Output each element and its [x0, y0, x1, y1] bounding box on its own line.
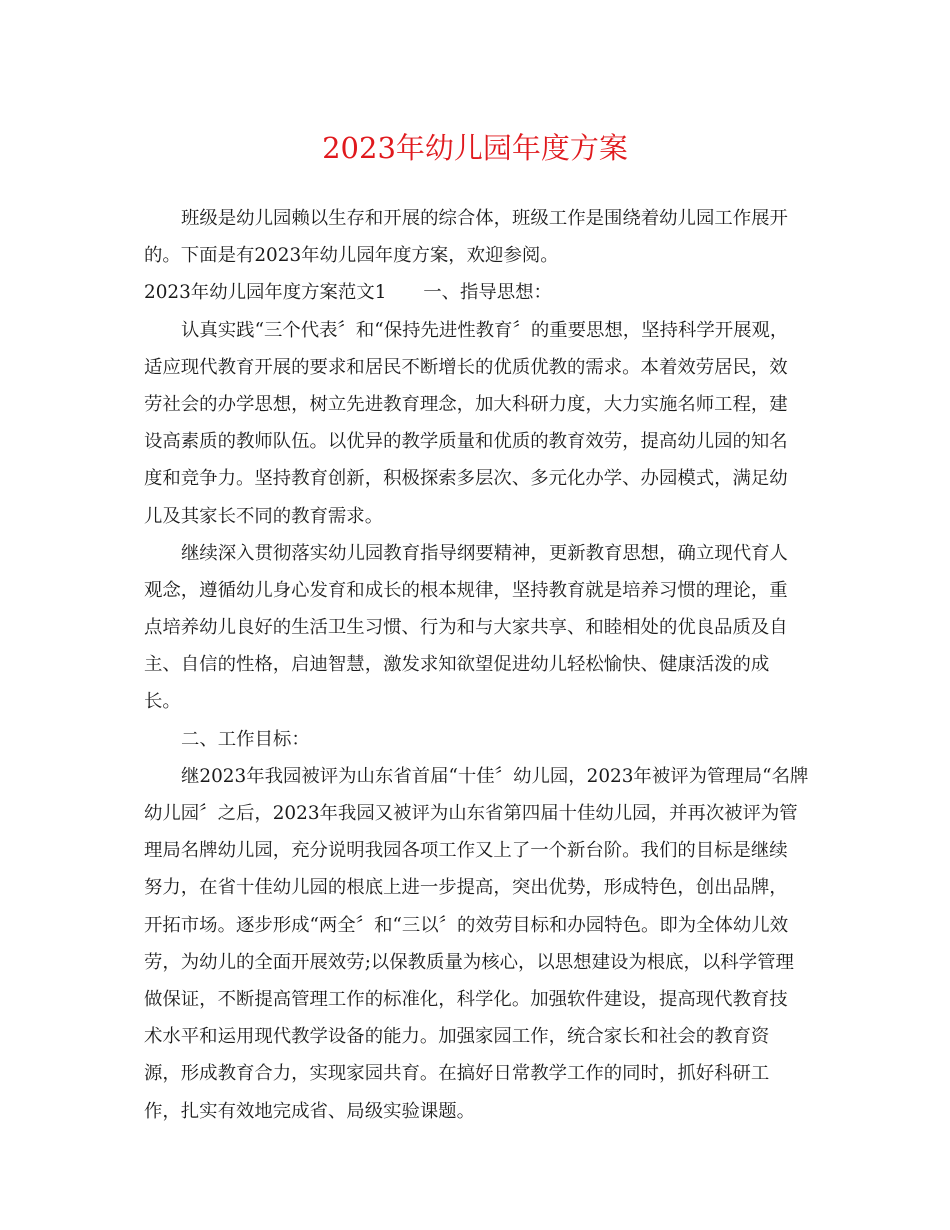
paragraph-line: 术水平和运用现代教学设备的能力。加强家园工作，统合家长和社会的教育资: [144, 1026, 770, 1048]
paragraph-line: 劳，为幼儿的全面开展效劳;以保教质量为核心，以思想建设为根底，以科学管理: [144, 951, 794, 973]
paragraph-line: 主、自信的性格，启迪智慧，激发求知欲望促进幼儿轻松愉快、健康活泼的成: [144, 654, 770, 676]
section-heading-line: 2023年幼儿园年度方案范文1 一、指导思想：: [144, 282, 552, 304]
document-body: [144, 200, 812, 1130]
paragraph-line: 继2023年我园被评为山东省首届“十佳〞幼儿园，2023年被评为管理局“名牌: [181, 765, 809, 787]
paragraph-line: 度和竞争力。坚持教育创新，积极探索多层次、多元化办学、办园模式，满足幼: [144, 468, 788, 490]
paragraph-line: 长。: [144, 691, 181, 713]
paragraph-line: 努力，在省十佳幼儿园的根底上进一步提高，突出优势，形成特色，创出品牌，: [144, 877, 788, 899]
paragraph-line: 理局名牌幼儿园，充分说明我园各项工作又上了一个新台阶。我们的目标是继续: [144, 840, 788, 862]
paragraph-line: 设高素质的教师队伍。以优异的教学质量和优质的教育效劳，提高幼儿园的知名: [144, 431, 788, 453]
paragraph-line: 继续深入贯彻落实幼儿园教育指导纲要精神，更新教育思想，确立现代育人: [181, 542, 788, 564]
paragraph-line: 作，扎实有效地完成省、局级实验课题。: [144, 1100, 476, 1122]
document-title: 2023年幼儿园年度方案: [322, 131, 628, 165]
paragraph-line: 适应现代教育开展的要求和居民不断增长的优质优教的需求。本着效劳居民，效: [144, 356, 788, 378]
paragraph-line: 点培养幼儿良好的生活卫生习惯、行为和与大家共享、和睦相处的优良品质及自: [144, 617, 788, 639]
paragraph-line: 开拓市场。逐步形成“两全〞和“三以〞的效劳目标和办园特色。即为全体幼儿效: [144, 914, 789, 936]
section-heading-line: 二、工作目标：: [181, 728, 310, 750]
paragraph-line: 做保证，不断提高管理工作的标准化，科学化。加强软件建设，提高现代教育技: [144, 988, 788, 1010]
paragraph-line: 班级是幼儿园赖以生存和开展的综合体，班级工作是围绕着幼儿园工作展开: [181, 208, 788, 229]
paragraph-line: 源，形成教育合力，实现家园共育。在搞好日常教学工作的同时，抓好科研工: [144, 1063, 770, 1085]
paragraph-line: 的。下面是有2023年幼儿园年度方案，欢迎参阅。: [144, 245, 559, 267]
paragraph-line: 认真实践“三个代表〞和“保持先进性教育〞的重要思想，坚持科学开展观，: [181, 319, 789, 341]
paragraph-line: 劳社会的办学思想，树立先进教育理念，加大科研力度，大力实施名师工程，建: [144, 393, 788, 415]
paragraph-line: 幼儿园〞之后，2023年我园又被评为山东省第四届十佳幼儿园，并再次被评为管: [144, 803, 798, 824]
paragraph-line: 儿及其家长不同的教育需求。: [144, 505, 384, 527]
paragraph-line: 观念，遵循幼儿身心发育和成长的根本规律，坚持教育就是培养习惯的理论，重: [144, 579, 788, 601]
